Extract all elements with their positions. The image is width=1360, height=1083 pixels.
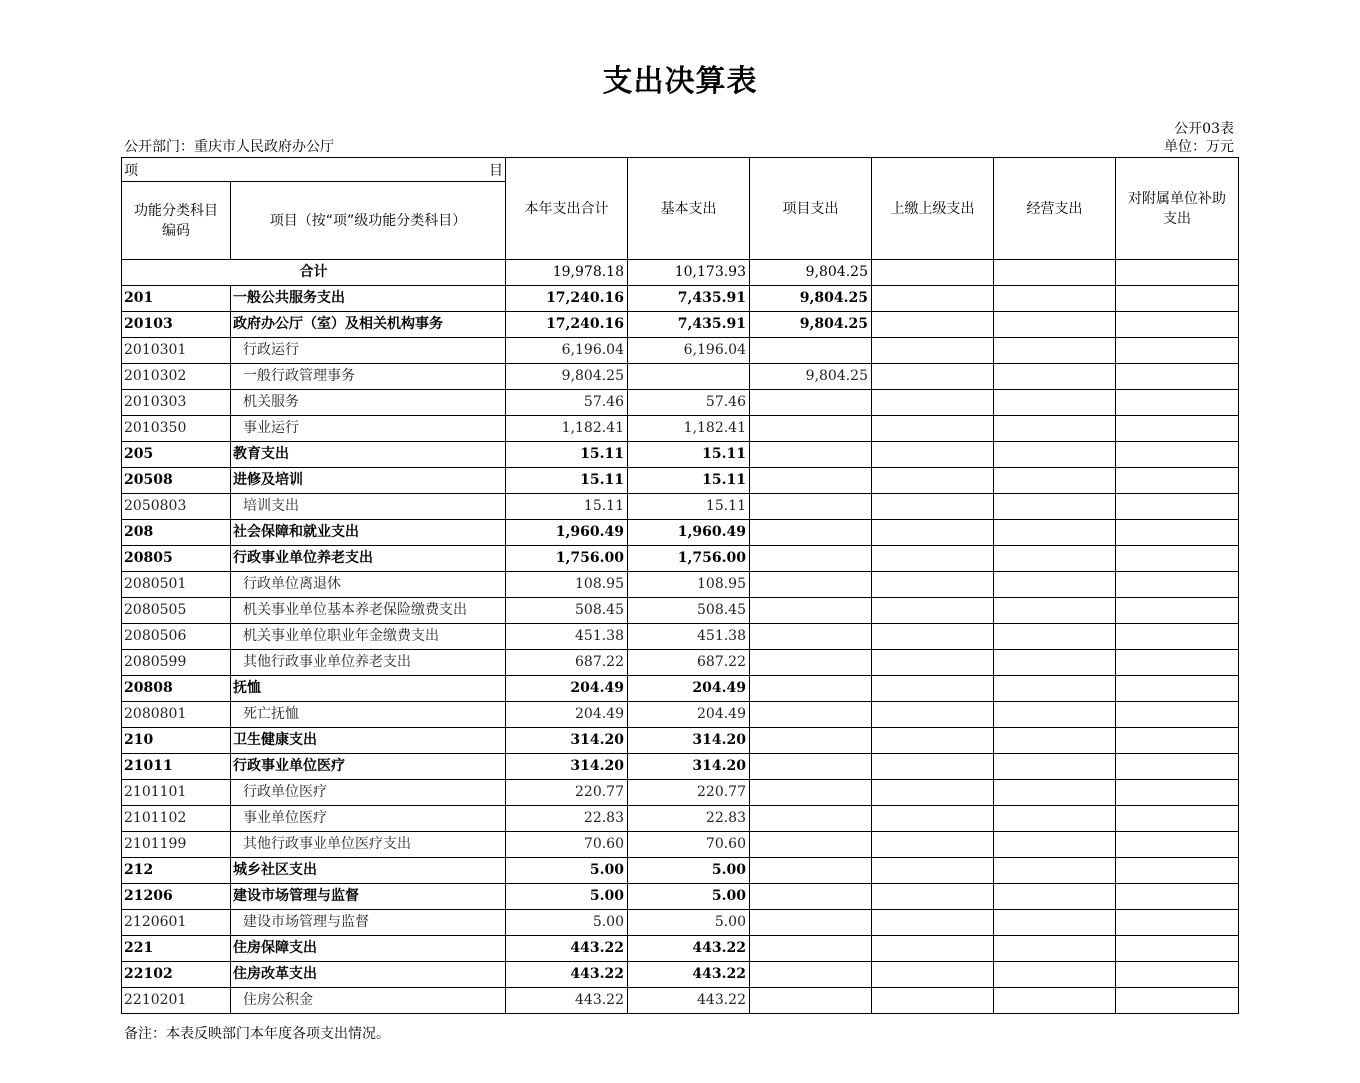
row-value: 204.49	[506, 702, 628, 728]
item-header	[122, 158, 506, 182]
row-code: 2080801	[122, 702, 231, 728]
row-code: 2080599	[122, 650, 231, 676]
row-value	[872, 676, 994, 702]
row-value	[1116, 884, 1239, 910]
row-value	[994, 702, 1116, 728]
row-value: 15.11	[506, 468, 628, 494]
table-row	[122, 416, 1239, 442]
row-value	[994, 520, 1116, 546]
row-value: 70.60	[506, 832, 628, 858]
row-value: 17,240.16	[506, 312, 628, 338]
row-value	[872, 312, 994, 338]
row-name: 其他行政事业单位医疗支出	[231, 832, 506, 858]
row-value	[750, 780, 872, 806]
col-header-code: 功能分类科目编码	[122, 182, 231, 260]
row-value	[872, 468, 994, 494]
row-value: 9,804.25	[750, 364, 872, 390]
row-value	[872, 442, 994, 468]
row-value	[994, 546, 1116, 572]
row-value	[872, 962, 994, 988]
row-name: 政府办公厅（室）及相关机构事务	[231, 312, 506, 338]
row-name: 抚恤	[231, 676, 506, 702]
row-value: 17,240.16	[506, 286, 628, 312]
row-value: 443.22	[506, 936, 628, 962]
total-value: 9,804.25	[750, 260, 872, 286]
row-value	[872, 546, 994, 572]
row-value: 1,182.41	[506, 416, 628, 442]
table-row	[122, 702, 1239, 728]
row-code: 2101101	[122, 780, 231, 806]
row-value	[994, 936, 1116, 962]
row-code: 21011	[122, 754, 231, 780]
table-row	[122, 988, 1239, 1014]
row-value: 220.77	[628, 780, 750, 806]
row-name: 机关事业单位基本养老保险缴费支出	[231, 598, 506, 624]
row-value: 70.60	[628, 832, 750, 858]
total-label: 合计	[122, 260, 506, 286]
row-value	[994, 364, 1116, 390]
table-row	[122, 858, 1239, 884]
table-row	[122, 572, 1239, 598]
row-code: 2080506	[122, 624, 231, 650]
row-value	[994, 858, 1116, 884]
row-value	[1116, 676, 1239, 702]
table-row	[122, 546, 1239, 572]
row-value	[994, 494, 1116, 520]
row-value	[1116, 442, 1239, 468]
total-value	[1116, 260, 1239, 286]
row-value	[1116, 806, 1239, 832]
row-value	[994, 390, 1116, 416]
table-row	[122, 806, 1239, 832]
row-name: 进修及培训	[231, 468, 506, 494]
table-number: 公开03表	[1174, 121, 1234, 137]
row-code: 2010350	[122, 416, 231, 442]
row-value	[872, 936, 994, 962]
row-value	[1116, 494, 1239, 520]
row-value	[750, 572, 872, 598]
row-code: 2101199	[122, 832, 231, 858]
row-value	[872, 884, 994, 910]
row-value	[994, 598, 1116, 624]
row-value	[994, 962, 1116, 988]
row-code: 20808	[122, 676, 231, 702]
row-value	[872, 832, 994, 858]
row-code: 2210201	[122, 988, 231, 1014]
total-value	[872, 260, 994, 286]
total-value: 10,173.93	[628, 260, 750, 286]
table-row	[122, 390, 1239, 416]
row-value	[994, 650, 1116, 676]
row-name: 一般公共服务支出	[231, 286, 506, 312]
col-header-project: 项目支出	[750, 158, 872, 260]
row-value	[750, 494, 872, 520]
row-value: 1,960.49	[628, 520, 750, 546]
row-code: 2010301	[122, 338, 231, 364]
row-value	[872, 754, 994, 780]
row-code: 2101102	[122, 806, 231, 832]
row-value	[750, 988, 872, 1014]
row-value: 22.83	[628, 806, 750, 832]
table-row	[122, 286, 1239, 312]
row-value: 7,435.91	[628, 312, 750, 338]
table-row	[122, 520, 1239, 546]
expenditure-table	[121, 157, 1239, 1014]
row-code: 205	[122, 442, 231, 468]
row-value	[994, 624, 1116, 650]
row-value	[994, 468, 1116, 494]
table-row	[122, 962, 1239, 988]
row-name: 社会保障和就业支出	[231, 520, 506, 546]
row-value	[1116, 390, 1239, 416]
table-row	[122, 364, 1239, 390]
row-value: 22.83	[506, 806, 628, 832]
row-value	[750, 624, 872, 650]
row-value	[994, 780, 1116, 806]
row-value	[1116, 468, 1239, 494]
row-value	[994, 338, 1116, 364]
table-row	[122, 780, 1239, 806]
row-value	[1116, 832, 1239, 858]
row-value: 204.49	[628, 676, 750, 702]
row-value	[750, 962, 872, 988]
row-value: 15.11	[628, 442, 750, 468]
row-code: 2080505	[122, 598, 231, 624]
unit-label: 单位：万元	[1164, 139, 1234, 155]
row-value	[750, 832, 872, 858]
row-value	[1116, 416, 1239, 442]
row-name: 建设市场管理与监督	[231, 910, 506, 936]
row-value	[994, 572, 1116, 598]
footnote: 备注：本表反映部门本年度各项支出情况。	[124, 1026, 390, 1042]
col-header-total: 本年支出合计	[506, 158, 628, 260]
row-value	[872, 390, 994, 416]
row-value: 7,435.91	[628, 286, 750, 312]
row-value	[1116, 520, 1239, 546]
row-value: 9,804.25	[750, 286, 872, 312]
row-value	[1116, 312, 1239, 338]
row-name: 其他行政事业单位养老支出	[231, 650, 506, 676]
row-value	[628, 364, 750, 390]
row-value	[872, 520, 994, 546]
row-value	[750, 858, 872, 884]
row-value	[872, 780, 994, 806]
col-header-business: 经营支出	[994, 158, 1116, 260]
row-name: 事业运行	[231, 416, 506, 442]
row-code: 201	[122, 286, 231, 312]
row-value	[872, 572, 994, 598]
row-name: 死亡抚恤	[231, 702, 506, 728]
table-row	[122, 676, 1239, 702]
row-value: 1,182.41	[628, 416, 750, 442]
row-value	[872, 650, 994, 676]
row-value: 1,756.00	[506, 546, 628, 572]
row-name: 住房公积金	[231, 988, 506, 1014]
row-value	[994, 728, 1116, 754]
row-value: 687.22	[506, 650, 628, 676]
row-value: 15.11	[506, 494, 628, 520]
row-name: 行政单位离退休	[231, 572, 506, 598]
row-name: 城乡社区支出	[231, 858, 506, 884]
row-name: 行政运行	[231, 338, 506, 364]
row-name: 行政事业单位医疗	[231, 754, 506, 780]
row-value	[994, 676, 1116, 702]
row-code: 2050803	[122, 494, 231, 520]
row-value: 204.49	[506, 676, 628, 702]
row-value: 5.00	[628, 858, 750, 884]
row-value: 5.00	[628, 884, 750, 910]
row-value: 15.11	[628, 468, 750, 494]
row-name: 建设市场管理与监督	[231, 884, 506, 910]
row-name: 一般行政管理事务	[231, 364, 506, 390]
row-value	[1116, 702, 1239, 728]
row-value	[750, 884, 872, 910]
row-value	[750, 546, 872, 572]
row-value	[750, 728, 872, 754]
row-value	[750, 650, 872, 676]
row-name: 机关事业单位职业年金缴费支出	[231, 624, 506, 650]
row-value: 108.95	[506, 572, 628, 598]
row-name: 住房保障支出	[231, 936, 506, 962]
row-value	[1116, 286, 1239, 312]
row-code: 2010303	[122, 390, 231, 416]
item-header-left: 项	[124, 162, 138, 179]
row-value	[994, 806, 1116, 832]
table-row	[122, 312, 1239, 338]
row-value	[994, 754, 1116, 780]
row-name: 住房改革支出	[231, 962, 506, 988]
row-code: 2120601	[122, 910, 231, 936]
col-header-subsidy: 对附属单位补助支出	[1116, 158, 1239, 260]
row-value: 508.45	[506, 598, 628, 624]
row-value	[1116, 728, 1239, 754]
row-value	[1116, 910, 1239, 936]
row-value	[872, 338, 994, 364]
row-name: 事业单位医疗	[231, 806, 506, 832]
row-value: 15.11	[506, 442, 628, 468]
row-value: 6,196.04	[506, 338, 628, 364]
row-value: 5.00	[506, 884, 628, 910]
row-value	[750, 676, 872, 702]
row-value: 443.22	[628, 962, 750, 988]
row-value	[1116, 780, 1239, 806]
row-value	[750, 754, 872, 780]
row-value	[872, 286, 994, 312]
row-name: 行政单位医疗	[231, 780, 506, 806]
row-value	[750, 910, 872, 936]
row-value	[994, 988, 1116, 1014]
table-row	[122, 754, 1239, 780]
table-row	[122, 936, 1239, 962]
row-code: 208	[122, 520, 231, 546]
row-value: 443.22	[628, 936, 750, 962]
table-row	[122, 598, 1239, 624]
row-value: 451.38	[506, 624, 628, 650]
row-value	[994, 416, 1116, 442]
row-value	[872, 910, 994, 936]
row-value: 204.49	[628, 702, 750, 728]
row-code: 21206	[122, 884, 231, 910]
row-value: 314.20	[506, 728, 628, 754]
row-value	[872, 494, 994, 520]
row-code: 212	[122, 858, 231, 884]
row-value: 508.45	[628, 598, 750, 624]
row-value: 5.00	[506, 858, 628, 884]
row-value	[872, 728, 994, 754]
row-value: 5.00	[628, 910, 750, 936]
row-value	[872, 624, 994, 650]
col-header-upper: 上缴上级支出	[872, 158, 994, 260]
table-row	[122, 468, 1239, 494]
row-value: 1,960.49	[506, 520, 628, 546]
row-value: 1,756.00	[628, 546, 750, 572]
row-value: 687.22	[628, 650, 750, 676]
row-value	[750, 520, 872, 546]
row-name: 行政事业单位养老支出	[231, 546, 506, 572]
department-label: 公开部门：重庆市人民政府办公厅	[124, 139, 334, 155]
row-value	[872, 806, 994, 832]
total-value	[994, 260, 1116, 286]
col-header-name: 项目（按“项”级功能分类科目）	[231, 182, 506, 260]
table-row	[122, 338, 1239, 364]
row-value: 314.20	[628, 728, 750, 754]
row-value	[750, 442, 872, 468]
row-value	[994, 910, 1116, 936]
row-value	[1116, 858, 1239, 884]
row-value	[872, 702, 994, 728]
row-value: 9,804.25	[750, 312, 872, 338]
row-value	[1116, 598, 1239, 624]
row-value: 220.77	[506, 780, 628, 806]
row-value	[1116, 650, 1239, 676]
row-name: 培训支出	[231, 494, 506, 520]
table-row	[122, 884, 1239, 910]
table-row	[122, 494, 1239, 520]
row-code: 210	[122, 728, 231, 754]
row-value: 6,196.04	[628, 338, 750, 364]
row-value	[750, 468, 872, 494]
row-code: 20508	[122, 468, 231, 494]
row-value	[872, 988, 994, 1014]
row-code: 20805	[122, 546, 231, 572]
item-header-right: 目	[489, 162, 503, 179]
row-value	[872, 364, 994, 390]
table-row	[122, 728, 1239, 754]
row-value: 9,804.25	[506, 364, 628, 390]
table-row	[122, 650, 1239, 676]
table-row	[122, 832, 1239, 858]
row-code: 2010302	[122, 364, 231, 390]
row-value: 314.20	[628, 754, 750, 780]
row-value	[994, 286, 1116, 312]
table-row	[122, 910, 1239, 936]
row-value	[750, 702, 872, 728]
row-value	[994, 884, 1116, 910]
row-value	[872, 598, 994, 624]
row-value: 443.22	[506, 962, 628, 988]
row-value	[872, 858, 994, 884]
row-name: 卫生健康支出	[231, 728, 506, 754]
row-value	[1116, 572, 1239, 598]
row-code: 22102	[122, 962, 231, 988]
page-title: 支出决算表	[602, 64, 758, 99]
row-value	[750, 936, 872, 962]
row-value: 57.46	[506, 390, 628, 416]
row-value: 314.20	[506, 754, 628, 780]
row-name: 教育支出	[231, 442, 506, 468]
row-value	[750, 390, 872, 416]
row-value	[750, 598, 872, 624]
row-value	[1116, 364, 1239, 390]
row-value	[994, 442, 1116, 468]
row-value	[750, 416, 872, 442]
row-value: 5.00	[506, 910, 628, 936]
row-value: 15.11	[628, 494, 750, 520]
row-value: 451.38	[628, 624, 750, 650]
table-row	[122, 442, 1239, 468]
row-value: 443.22	[506, 988, 628, 1014]
row-value	[1116, 962, 1239, 988]
row-value	[1116, 988, 1239, 1014]
row-value	[994, 832, 1116, 858]
row-value	[750, 806, 872, 832]
table-row	[122, 624, 1239, 650]
row-value	[1116, 624, 1239, 650]
row-code: 20103	[122, 312, 231, 338]
row-value	[1116, 754, 1239, 780]
total-row	[122, 260, 1239, 286]
total-value: 19,978.18	[506, 260, 628, 286]
col-header-basic: 基本支出	[628, 158, 750, 260]
row-value: 108.95	[628, 572, 750, 598]
row-value	[872, 416, 994, 442]
row-value	[1116, 936, 1239, 962]
row-name: 机关服务	[231, 390, 506, 416]
row-value: 443.22	[628, 988, 750, 1014]
row-code: 2080501	[122, 572, 231, 598]
row-value	[1116, 546, 1239, 572]
row-code: 221	[122, 936, 231, 962]
row-value	[750, 338, 872, 364]
row-value	[994, 312, 1116, 338]
row-value: 57.46	[628, 390, 750, 416]
row-value	[1116, 338, 1239, 364]
